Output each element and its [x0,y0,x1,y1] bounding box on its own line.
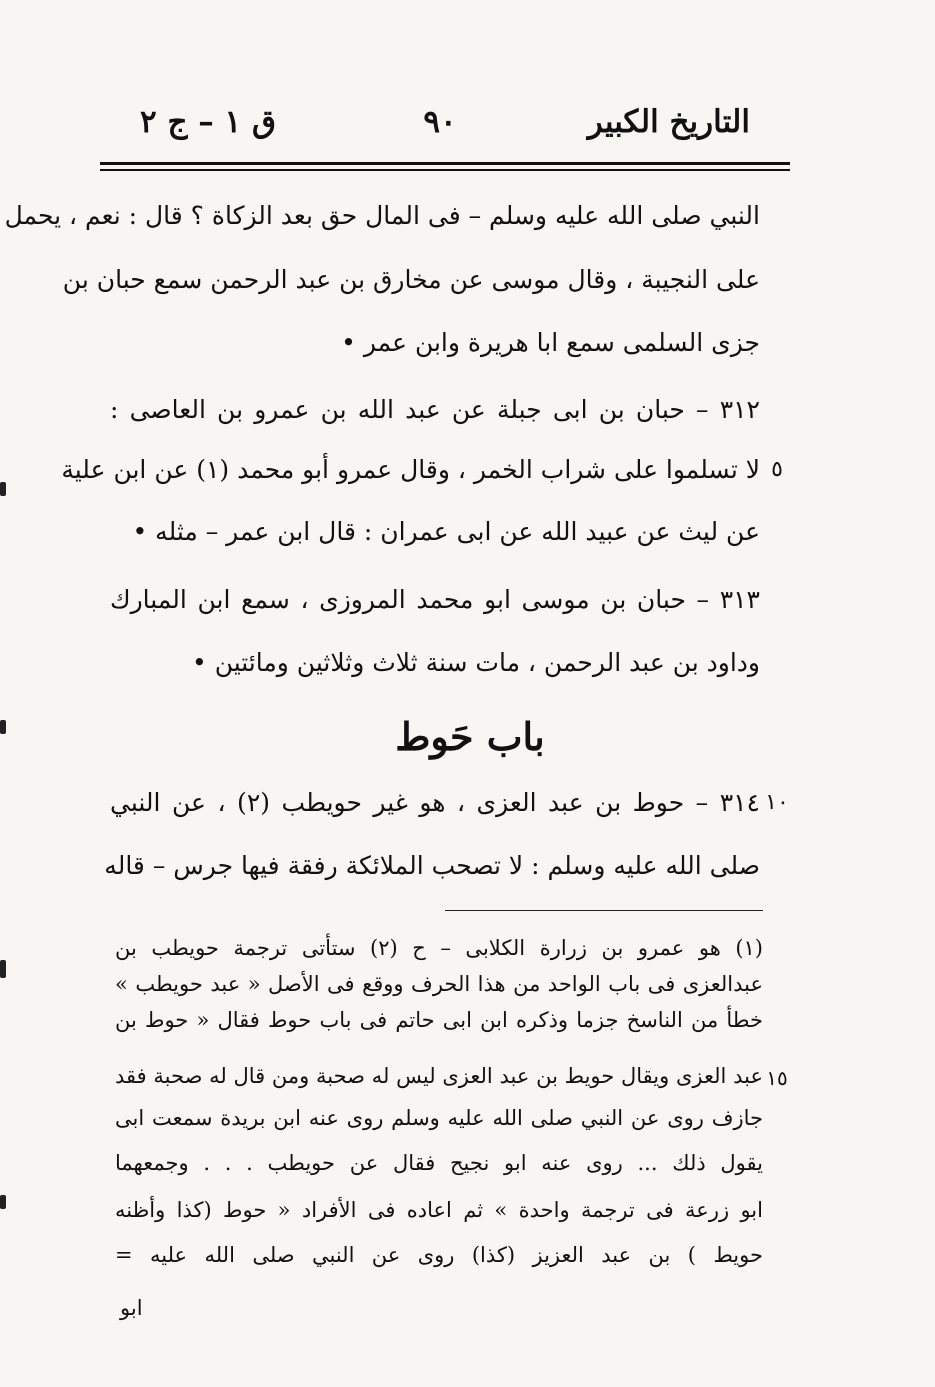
section-title: باب حَوط [395,714,545,759]
footnote-line: حويط ) بن عبد العزيز (كذا) روى عن النبي صلى الله عليه = [115,1243,763,1267]
footnote-line: خطأ من الناسخ جزما وذكره ابن ابى حاتم فى باب حوط فقال « حوط بن [115,1008,763,1032]
body-line: على النجيبة ، وقال موسى عن مخارق بن عبد الرحمن سمع حبان بن [62,265,760,294]
margin-scan-mark [0,1195,6,1209]
margin-scan-mark [0,482,6,496]
volume-indicator: ق ١ – ج ٢ [140,104,277,140]
running-title: التاريخ الكبير [587,104,750,140]
body-line: النبي صلى الله عليه وسلم – فى المال حق بعد الزكاة ؟ قال : نعم ، يحمل [4,201,760,230]
footnote-line: عبد العزى ويقال حويط بن عبد العزى ليس له صحبة ومن قال له صحبة فقد [115,1064,763,1088]
header-rule-bottom [100,169,790,171]
line-number-15: ١٥ [766,1066,788,1090]
entry-313: ٣١٣ – حبان بن موسى ابو محمد المروزى ، سمع ابن المبارك [110,585,760,614]
catchword: ابو [120,1296,143,1320]
body-line: صلى الله عليه وسلم : لا تصحب الملائكة رفقة فيها جرس – قاله [104,851,760,880]
entry-312: ٣١٢ – حبان بن ابى جبلة عن عبد الله بن عمرو بن العاصى : [110,395,760,424]
header-rule-top [100,162,790,165]
line-number-5: ٥ [771,457,783,482]
margin-scan-mark [0,720,6,734]
footnote-line: يقول ذلك ... روى عنه ابو نجيح فقال عن حويطب . . . وجمعهما [115,1151,763,1175]
body-line: وداود بن عبد الرحمن ، مات سنة ثلاث وثلاثين ومائتين • [192,648,760,677]
body-line: جزى السلمى سمع ابا هريرة وابن عمر • [341,328,760,357]
page-number: ٩٠ [423,104,457,140]
footnote-line: (١) هو عمرو بن زرارة الكلابى – ح (٢) ستأتى ترجمة حويطب بن [115,936,763,960]
footnote-line: ابو زرعة فى ترجمة واحدة » ثم اعاده فى الأفراد « حوط (كذا وأظنه [115,1198,763,1222]
footnote-line: جازف روى عن النبي صلى الله عليه وسلم روى عنه ابن بريدة سمعت ابى [115,1106,763,1130]
footnote-rule [445,910,763,911]
body-line: عن ليث عن عبيد الله عن ابى عمران : قال ابن عمر – مثله • [132,517,760,546]
footnote-line: عبدالعزى فى باب الواحد من هذا الحرف ووقع فى الأصل « عبد حويطب » [115,972,763,996]
body-line: لا تسلموا على شراب الخمر ، وقال عمرو أبو محمد (١) عن ابن علية [61,455,760,484]
margin-scan-mark [0,960,6,978]
entry-314: ٣١٤ – حوط بن عبد العزى ، هو غير حويطب (٢) ، عن النبي [110,788,760,817]
line-number-10: ١٠ [765,790,789,815]
